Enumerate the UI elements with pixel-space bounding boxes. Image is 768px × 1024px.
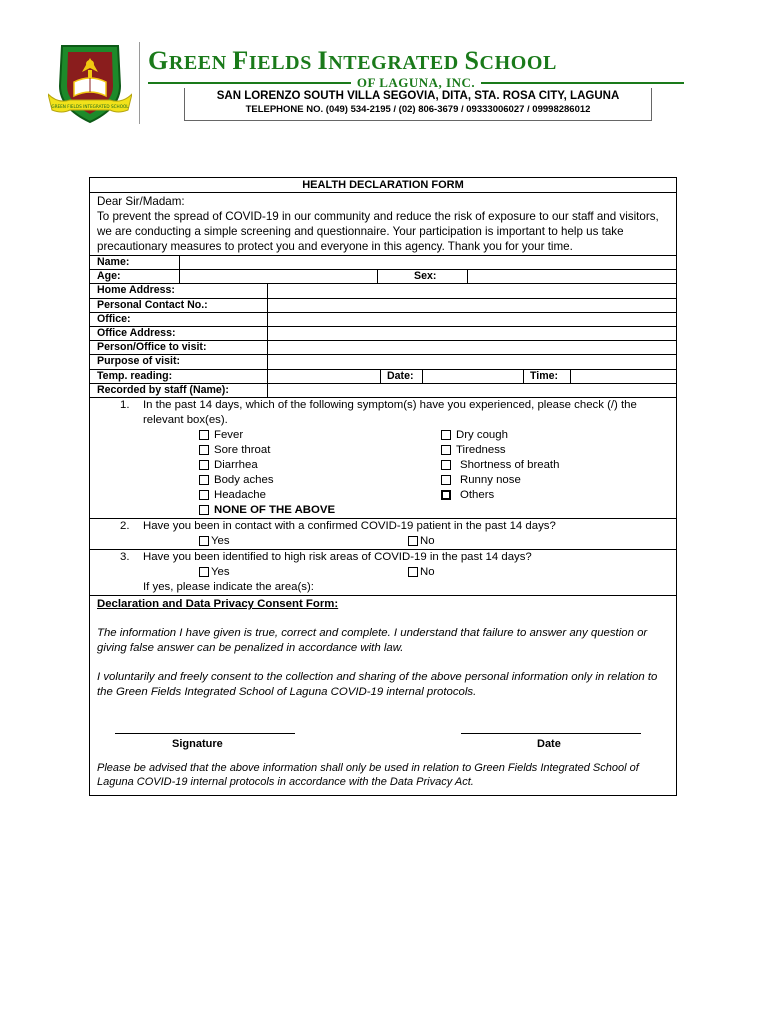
office-row [89, 313, 677, 327]
form-intro [89, 193, 677, 256]
sex-field[interactable] [467, 270, 676, 283]
question-1-number: 1. [120, 398, 130, 411]
person-to-visit-label: Person/Office to visit: [97, 341, 207, 354]
question-2-number: 2. [120, 519, 130, 532]
question-2 [89, 519, 677, 550]
date-sign-label: Date [537, 737, 561, 750]
checkbox-icon[interactable] [408, 536, 418, 546]
checkbox-icon[interactable] [441, 445, 451, 455]
declaration-paragraph-2: I voluntarily and freely consent to the collection and sharing of the above personal information only in relation to the Green Fields Integrated School of Laguna COVID-19 internal protocols. [97, 670, 658, 698]
home-address-field[interactable] [267, 284, 676, 297]
office-address-label: Office Address: [97, 326, 176, 339]
question-3-number: 3. [120, 550, 130, 563]
checkbox-icon[interactable] [441, 490, 451, 500]
health-declaration-form [89, 177, 677, 796]
checkbox-icon[interactable] [199, 536, 209, 546]
question-3-text: Have you been identified to high risk areas of COVID-19 in the past 14 days? [143, 550, 532, 563]
letterhead [44, 40, 694, 130]
signature-line[interactable] [115, 733, 295, 734]
symptom-options [90, 428, 676, 518]
signature-row [97, 718, 669, 761]
office-field[interactable] [267, 313, 676, 326]
temp-label: Temp. reading: [97, 369, 173, 382]
symptom-headache[interactable]: Headache [199, 488, 441, 503]
checkbox-icon[interactable] [199, 430, 209, 440]
letterhead-divider [139, 42, 140, 124]
home-address-row [89, 284, 677, 298]
purpose-label: Purpose of visit: [97, 355, 180, 368]
privacy-note: Please be advised that the above information shall only be used in relation to Green Fields Integrated School of Laguna COVID-19 internal protocols in accordance with the Data Privacy Act. [97, 761, 639, 788]
symptom-dry-cough[interactable]: Dry cough [441, 428, 676, 443]
question-3 [89, 550, 677, 596]
sex-label: Sex: [377, 270, 467, 283]
declaration-paragraph-1: The information I have given is true, correct and complete. I understand that failure to answer any question or giving false answer can be penalized in accordance with law. [97, 626, 648, 654]
checkbox-icon[interactable] [441, 430, 451, 440]
temp-date-time-row [89, 370, 677, 384]
symptom-runny-nose[interactable]: Runny nose [441, 473, 676, 488]
date-field[interactable] [422, 370, 523, 383]
q2-no-option[interactable]: No [408, 534, 435, 549]
school-logo [48, 42, 132, 124]
purpose-field[interactable] [267, 355, 676, 368]
recorded-by-label: Recorded by staff (Name): [97, 383, 229, 396]
question-1-text: In the past 14 days, which of the following symptom(s) have you experienced, please check (/) the relevant box(es). [143, 398, 637, 426]
school-name: GREEN FIELDS INTEGRATED SCHOOL [148, 46, 557, 75]
recorded-by-field[interactable] [267, 384, 676, 397]
person-to-visit-field[interactable] [267, 341, 676, 354]
checkbox-icon[interactable] [408, 567, 418, 577]
symptom-body-aches[interactable]: Body aches [199, 473, 441, 488]
age-sex-row [89, 270, 677, 284]
q3-no-option[interactable]: No [408, 565, 435, 580]
school-address: SAN LORENZO SOUTH VILLA SEGOVIA, DITA, STA. ROSA CITY, LAGUNA [216, 90, 620, 102]
address-box [184, 88, 652, 121]
recorded-by-row [89, 384, 677, 398]
age-label: Age: [97, 270, 121, 283]
logo-banner-text: GREEN FIELDS INTEGRATED SCHOOL [51, 104, 129, 109]
checkbox-icon[interactable] [441, 460, 451, 470]
question-3-options [90, 565, 676, 580]
office-address-row [89, 327, 677, 341]
symptom-sore-throat[interactable]: Sore throat [199, 443, 441, 458]
office-address-field[interactable] [267, 327, 676, 340]
question-1 [89, 398, 677, 519]
contact-label: Personal Contact No.: [97, 298, 208, 311]
contact-row [89, 299, 677, 313]
time-field[interactable] [570, 370, 676, 383]
school-subtitle: OF LAGUNA, INC. [356, 75, 476, 90]
checkbox-icon[interactable] [199, 505, 209, 515]
symptom-fever[interactable]: Fever [199, 428, 441, 443]
question-2-options [90, 534, 676, 549]
time-label: Time: [523, 370, 570, 383]
symptom-tiredness[interactable]: Tiredness [441, 443, 676, 458]
declaration-section [89, 596, 677, 796]
school-telephone: TELEPHONE NO. (049) 534-2195 / (02) 806-3679 / 09333006027 / 09998286012 [245, 104, 591, 115]
office-label: Office: [97, 312, 131, 325]
temp-field[interactable] [267, 370, 380, 383]
checkbox-icon[interactable] [441, 475, 451, 485]
q2-yes-option[interactable]: Yes [199, 534, 408, 549]
checkbox-icon[interactable] [199, 490, 209, 500]
home-address-label: Home Address: [97, 284, 175, 297]
date-label: Date: [380, 370, 422, 383]
signature-label: Signature [172, 737, 223, 750]
name-field[interactable] [179, 256, 676, 269]
symptom-shortness-of-breath[interactable]: Shortness of breath [441, 458, 676, 473]
checkbox-icon[interactable] [199, 460, 209, 470]
intro-text: To prevent the spread of COVID-19 in our community and reduce the risk of exposure to our staff and visitors, we are conducting a simple screening and questionnaire. Your participation is important to help us take precautionary measures to protect you and everyone in this agency. Thank you for your time. [97, 210, 659, 253]
question-2-text: Have you been in contact with a confirmed COVID-19 patient in the past 14 days? [143, 519, 556, 532]
contact-field[interactable] [267, 299, 676, 312]
declaration-title: Declaration and Data Privacy Consent Form: [97, 597, 339, 610]
q3-yes-option[interactable]: Yes [199, 565, 408, 580]
name-row [89, 256, 677, 270]
checkbox-icon[interactable] [199, 445, 209, 455]
symptom-none[interactable]: NONE OF THE ABOVE [199, 503, 441, 518]
symptom-diarrhea[interactable]: Diarrhea [199, 458, 441, 473]
name-label: Name: [97, 256, 130, 268]
person-to-visit-row [89, 341, 677, 355]
salutation: Dear Sir/Madam: [97, 195, 185, 208]
purpose-row [89, 355, 677, 369]
question-3-followup: If yes, please indicate the area(s): [143, 580, 314, 593]
form-title: HEALTH DECLARATION FORM [89, 177, 677, 193]
checkbox-icon[interactable] [199, 567, 209, 577]
date-line[interactable] [461, 733, 641, 734]
checkbox-icon[interactable] [199, 475, 209, 485]
symptom-others[interactable]: Others [441, 488, 676, 503]
age-field[interactable] [179, 270, 377, 283]
